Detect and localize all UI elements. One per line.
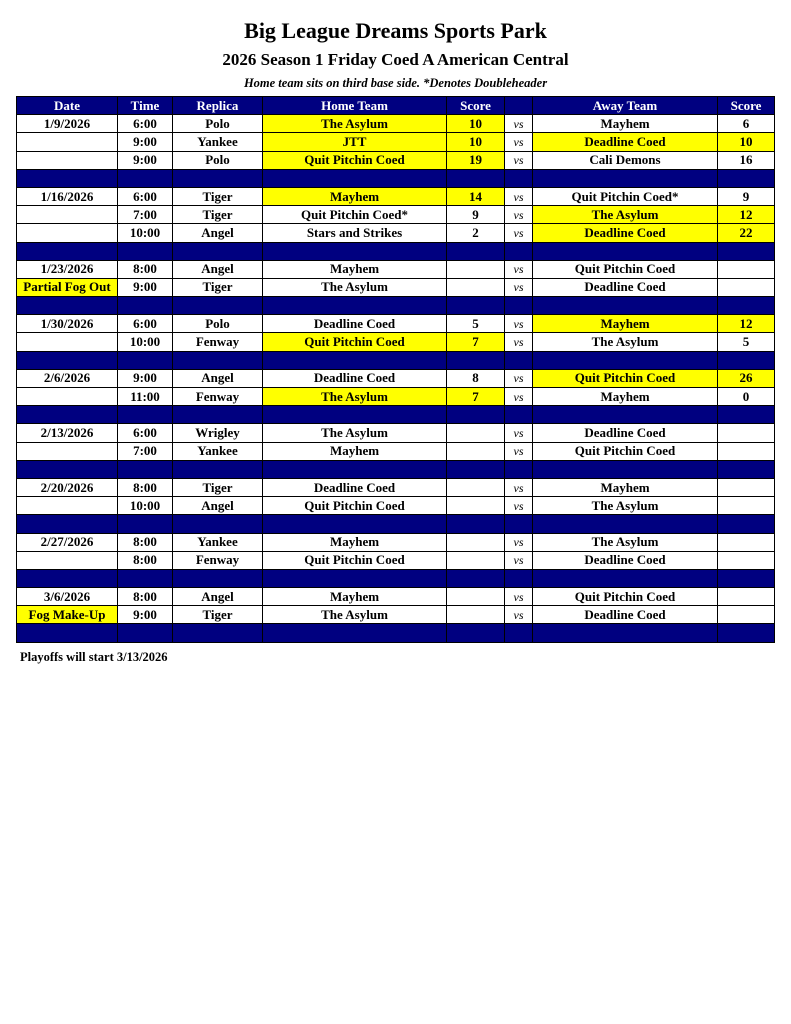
away-team-cell: Quit Pitchin Coed	[533, 442, 718, 460]
page-title: Big League Dreams Sports Park	[244, 18, 547, 43]
time-cell: 8:00	[118, 588, 173, 606]
replica-cell: Wrigley	[173, 424, 263, 442]
separator-row	[17, 297, 775, 315]
away-score-cell: 5	[718, 333, 775, 351]
separator-cell	[263, 169, 447, 187]
separator-cell	[533, 515, 718, 533]
home-score-cell	[447, 606, 505, 624]
home-score-cell: 9	[447, 206, 505, 224]
home-team-cell: The Asylum	[263, 606, 447, 624]
header-time: Time	[118, 97, 173, 115]
vs-cell: vs	[505, 478, 533, 496]
vs-cell: vs	[505, 388, 533, 406]
time-cell: 9:00	[118, 369, 173, 387]
away-team-cell: Deadline Coed	[533, 606, 718, 624]
away-score-cell: 9	[718, 187, 775, 205]
separator-cell	[718, 624, 775, 642]
date-cell: Partial Fog Out	[17, 278, 118, 296]
away-score-cell: 12	[718, 206, 775, 224]
vs-cell: vs	[505, 151, 533, 169]
separator-cell	[447, 297, 505, 315]
date-cell	[17, 551, 118, 569]
replica-cell: Angel	[173, 260, 263, 278]
away-team-cell: The Asylum	[533, 497, 718, 515]
table-row	[17, 388, 775, 406]
time-cell: 9:00	[118, 133, 173, 151]
time-cell: 11:00	[118, 388, 173, 406]
home-score-cell: 10	[447, 115, 505, 133]
separator-cell	[533, 406, 718, 424]
separator-cell	[718, 297, 775, 315]
header-vs	[505, 97, 533, 115]
home-team-cell: Mayhem	[263, 187, 447, 205]
replica-cell: Angel	[173, 588, 263, 606]
schedule-subtitle: 2026 Season 1 Friday Coed A American Central	[222, 50, 569, 69]
away-team-cell: Deadline Coed	[533, 424, 718, 442]
away-score-cell: 26	[718, 369, 775, 387]
date-cell	[17, 206, 118, 224]
home-team-cell: The Asylum	[263, 115, 447, 133]
separator-cell	[118, 569, 173, 587]
time-cell: 10:00	[118, 333, 173, 351]
separator-cell	[17, 515, 118, 533]
date-cell: 2/27/2026	[17, 533, 118, 551]
separator-row	[17, 569, 775, 587]
header-replica: Replica	[173, 97, 263, 115]
table-row	[17, 588, 775, 606]
separator-cell	[718, 569, 775, 587]
header-date: Date	[17, 97, 118, 115]
schedule-table	[16, 96, 775, 643]
separator-cell	[263, 351, 447, 369]
separator-cell	[533, 242, 718, 260]
away-score-cell	[718, 424, 775, 442]
home-team-cell: Mayhem	[263, 588, 447, 606]
separator-cell	[173, 297, 263, 315]
away-team-cell: Mayhem	[533, 115, 718, 133]
away-score-cell	[718, 588, 775, 606]
table-row	[17, 424, 775, 442]
separator-cell	[533, 624, 718, 642]
separator-row	[17, 460, 775, 478]
separator-cell	[173, 460, 263, 478]
replica-cell: Yankee	[173, 442, 263, 460]
vs-cell: vs	[505, 260, 533, 278]
separator-row	[17, 515, 775, 533]
table-row	[17, 315, 775, 333]
date-cell: 1/16/2026	[17, 187, 118, 205]
separator-cell	[505, 569, 533, 587]
date-cell: 3/6/2026	[17, 588, 118, 606]
vs-cell: vs	[505, 115, 533, 133]
playoffs-note: Playoffs will start 3/13/2026	[20, 650, 168, 664]
date-cell	[17, 333, 118, 351]
replica-cell: Polo	[173, 151, 263, 169]
table-row	[17, 278, 775, 296]
time-cell: 8:00	[118, 478, 173, 496]
replica-cell: Angel	[173, 497, 263, 515]
schedule-note: Home team sits on third base side. *Denotes Doubleheader	[243, 76, 548, 90]
replica-cell: Tiger	[173, 187, 263, 205]
home-team-cell: Deadline Coed	[263, 478, 447, 496]
separator-cell	[447, 460, 505, 478]
vs-cell: vs	[505, 606, 533, 624]
time-cell: 6:00	[118, 424, 173, 442]
schedule-body	[17, 115, 775, 642]
separator-cell	[505, 297, 533, 315]
separator-cell	[533, 169, 718, 187]
time-cell: 9:00	[118, 606, 173, 624]
away-team-cell: Deadline Coed	[533, 133, 718, 151]
separator-cell	[263, 242, 447, 260]
away-score-cell: 6	[718, 115, 775, 133]
vs-cell: vs	[505, 224, 533, 242]
separator-cell	[505, 242, 533, 260]
table-row	[17, 442, 775, 460]
date-cell: 2/13/2026	[17, 424, 118, 442]
home-team-cell: The Asylum	[263, 388, 447, 406]
separator-cell	[173, 624, 263, 642]
separator-cell	[263, 460, 447, 478]
vs-cell: vs	[505, 551, 533, 569]
separator-cell	[118, 460, 173, 478]
away-score-cell: 12	[718, 315, 775, 333]
table-header-row	[17, 97, 775, 115]
date-cell	[17, 442, 118, 460]
replica-cell: Fenway	[173, 333, 263, 351]
date-cell	[17, 133, 118, 151]
header-away-team: Away Team	[533, 97, 718, 115]
separator-cell	[17, 406, 118, 424]
time-cell: 9:00	[118, 151, 173, 169]
time-cell: 8:00	[118, 551, 173, 569]
separator-cell	[118, 297, 173, 315]
header-home-team: Home Team	[263, 97, 447, 115]
table-row	[17, 369, 775, 387]
vs-cell: vs	[505, 533, 533, 551]
away-team-cell: Quit Pitchin Coed	[533, 260, 718, 278]
replica-cell: Tiger	[173, 278, 263, 296]
home-score-cell	[447, 278, 505, 296]
separator-cell	[718, 460, 775, 478]
date-cell: Fog Make-Up	[17, 606, 118, 624]
away-score-cell: 16	[718, 151, 775, 169]
home-team-cell: Deadline Coed	[263, 315, 447, 333]
away-team-cell: The Asylum	[533, 333, 718, 351]
separator-cell	[17, 351, 118, 369]
separator-cell	[17, 297, 118, 315]
separator-cell	[718, 351, 775, 369]
replica-cell: Polo	[173, 115, 263, 133]
vs-cell: vs	[505, 187, 533, 205]
away-team-cell: Quit Pitchin Coed	[533, 588, 718, 606]
home-team-cell: Quit Pitchin Coed	[263, 497, 447, 515]
separator-cell	[118, 169, 173, 187]
home-team-cell: JTT	[263, 133, 447, 151]
vs-cell: vs	[505, 315, 533, 333]
away-team-cell: Mayhem	[533, 315, 718, 333]
separator-cell	[173, 242, 263, 260]
separator-row	[17, 351, 775, 369]
table-row	[17, 551, 775, 569]
away-team-cell: The Asylum	[533, 533, 718, 551]
away-team-cell: Mayhem	[533, 478, 718, 496]
replica-cell: Angel	[173, 369, 263, 387]
separator-cell	[17, 169, 118, 187]
vs-cell: vs	[505, 278, 533, 296]
home-score-cell: 2	[447, 224, 505, 242]
date-cell	[17, 151, 118, 169]
time-cell: 6:00	[118, 187, 173, 205]
separator-cell	[718, 515, 775, 533]
separator-cell	[173, 515, 263, 533]
date-cell: 1/9/2026	[17, 115, 118, 133]
home-score-cell	[447, 442, 505, 460]
table-row	[17, 133, 775, 151]
separator-cell	[447, 242, 505, 260]
home-score-cell	[447, 588, 505, 606]
time-cell: 7:00	[118, 206, 173, 224]
replica-cell: Tiger	[173, 606, 263, 624]
time-cell: 9:00	[118, 278, 173, 296]
home-score-cell: 5	[447, 315, 505, 333]
replica-cell: Yankee	[173, 533, 263, 551]
table-row	[17, 151, 775, 169]
separator-cell	[173, 351, 263, 369]
separator-cell	[447, 169, 505, 187]
table-row	[17, 187, 775, 205]
separator-cell	[718, 242, 775, 260]
away-team-cell: Deadline Coed	[533, 224, 718, 242]
separator-cell	[173, 569, 263, 587]
away-team-cell: Quit Pitchin Coed	[533, 369, 718, 387]
separator-cell	[447, 351, 505, 369]
date-cell: 1/23/2026	[17, 260, 118, 278]
home-score-cell	[447, 478, 505, 496]
separator-cell	[505, 351, 533, 369]
table-row	[17, 260, 775, 278]
separator-cell	[17, 242, 118, 260]
vs-cell: vs	[505, 369, 533, 387]
replica-cell: Angel	[173, 224, 263, 242]
separator-cell	[447, 624, 505, 642]
away-score-cell	[718, 478, 775, 496]
time-cell: 10:00	[118, 224, 173, 242]
time-cell: 8:00	[118, 260, 173, 278]
home-team-cell: Mayhem	[263, 442, 447, 460]
separator-cell	[173, 406, 263, 424]
home-team-cell: Quit Pitchin Coed	[263, 551, 447, 569]
away-score-cell	[718, 551, 775, 569]
home-score-cell: 10	[447, 133, 505, 151]
home-score-cell	[447, 551, 505, 569]
home-team-cell: The Asylum	[263, 424, 447, 442]
separator-cell	[447, 569, 505, 587]
date-cell	[17, 224, 118, 242]
separator-cell	[533, 351, 718, 369]
table-row	[17, 206, 775, 224]
separator-cell	[505, 169, 533, 187]
separator-cell	[505, 406, 533, 424]
away-score-cell: 22	[718, 224, 775, 242]
time-cell: 7:00	[118, 442, 173, 460]
separator-cell	[505, 624, 533, 642]
away-score-cell	[718, 497, 775, 515]
home-score-cell: 8	[447, 369, 505, 387]
separator-cell	[263, 297, 447, 315]
away-score-cell: 10	[718, 133, 775, 151]
vs-cell: vs	[505, 206, 533, 224]
separator-row	[17, 406, 775, 424]
home-team-cell: Quit Pitchin Coed	[263, 151, 447, 169]
table-row	[17, 478, 775, 496]
away-score-cell	[718, 533, 775, 551]
replica-cell: Polo	[173, 315, 263, 333]
separator-cell	[263, 515, 447, 533]
home-team-cell: Stars and Strikes	[263, 224, 447, 242]
separator-cell	[447, 515, 505, 533]
replica-cell: Tiger	[173, 206, 263, 224]
separator-cell	[533, 297, 718, 315]
home-score-cell: 7	[447, 388, 505, 406]
home-team-cell: Mayhem	[263, 533, 447, 551]
away-score-cell	[718, 606, 775, 624]
separator-cell	[118, 351, 173, 369]
table-row	[17, 606, 775, 624]
home-score-cell: 19	[447, 151, 505, 169]
home-score-cell	[447, 424, 505, 442]
separator-cell	[447, 406, 505, 424]
vs-cell: vs	[505, 133, 533, 151]
table-row	[17, 115, 775, 133]
vs-cell: vs	[505, 442, 533, 460]
table-row	[17, 224, 775, 242]
separator-cell	[17, 460, 118, 478]
home-score-cell	[447, 533, 505, 551]
home-team-cell: Quit Pitchin Coed*	[263, 206, 447, 224]
home-score-cell	[447, 260, 505, 278]
separator-cell	[263, 406, 447, 424]
separator-cell	[718, 169, 775, 187]
header-home-score: Score	[447, 97, 505, 115]
vs-cell: vs	[505, 424, 533, 442]
separator-cell	[533, 569, 718, 587]
separator-cell	[533, 460, 718, 478]
separator-cell	[505, 515, 533, 533]
date-cell: 1/30/2026	[17, 315, 118, 333]
time-cell: 6:00	[118, 115, 173, 133]
vs-cell: vs	[505, 588, 533, 606]
away-team-cell: Deadline Coed	[533, 278, 718, 296]
away-score-cell	[718, 278, 775, 296]
separator-cell	[17, 569, 118, 587]
separator-cell	[263, 569, 447, 587]
table-row	[17, 333, 775, 351]
time-cell: 6:00	[118, 315, 173, 333]
separator-cell	[118, 515, 173, 533]
table-row	[17, 533, 775, 551]
home-team-cell: Mayhem	[263, 260, 447, 278]
time-cell: 8:00	[118, 533, 173, 551]
replica-cell: Yankee	[173, 133, 263, 151]
separator-row	[17, 624, 775, 642]
away-team-cell: Cali Demons	[533, 151, 718, 169]
away-team-cell: The Asylum	[533, 206, 718, 224]
separator-cell	[718, 406, 775, 424]
home-score-cell: 14	[447, 187, 505, 205]
separator-cell	[118, 242, 173, 260]
date-cell: 2/20/2026	[17, 478, 118, 496]
away-score-cell: 0	[718, 388, 775, 406]
replica-cell: Tiger	[173, 478, 263, 496]
separator-row	[17, 169, 775, 187]
separator-cell	[118, 624, 173, 642]
replica-cell: Fenway	[173, 551, 263, 569]
away-score-cell	[718, 260, 775, 278]
vs-cell: vs	[505, 333, 533, 351]
away-score-cell	[718, 442, 775, 460]
date-cell	[17, 497, 118, 515]
away-team-cell: Mayhem	[533, 388, 718, 406]
away-team-cell: Deadline Coed	[533, 551, 718, 569]
separator-cell	[17, 624, 118, 642]
home-team-cell: The Asylum	[263, 278, 447, 296]
table-row	[17, 497, 775, 515]
home-team-cell: Quit Pitchin Coed	[263, 333, 447, 351]
home-score-cell	[447, 497, 505, 515]
date-cell: 2/6/2026	[17, 369, 118, 387]
vs-cell: vs	[505, 497, 533, 515]
home-score-cell: 7	[447, 333, 505, 351]
date-cell	[17, 388, 118, 406]
time-cell: 10:00	[118, 497, 173, 515]
separator-cell	[263, 624, 447, 642]
replica-cell: Fenway	[173, 388, 263, 406]
separator-cell	[173, 169, 263, 187]
header-away-score: Score	[718, 97, 775, 115]
away-team-cell: Quit Pitchin Coed*	[533, 187, 718, 205]
separator-cell	[118, 406, 173, 424]
separator-cell	[505, 460, 533, 478]
separator-row	[17, 242, 775, 260]
home-team-cell: Deadline Coed	[263, 369, 447, 387]
